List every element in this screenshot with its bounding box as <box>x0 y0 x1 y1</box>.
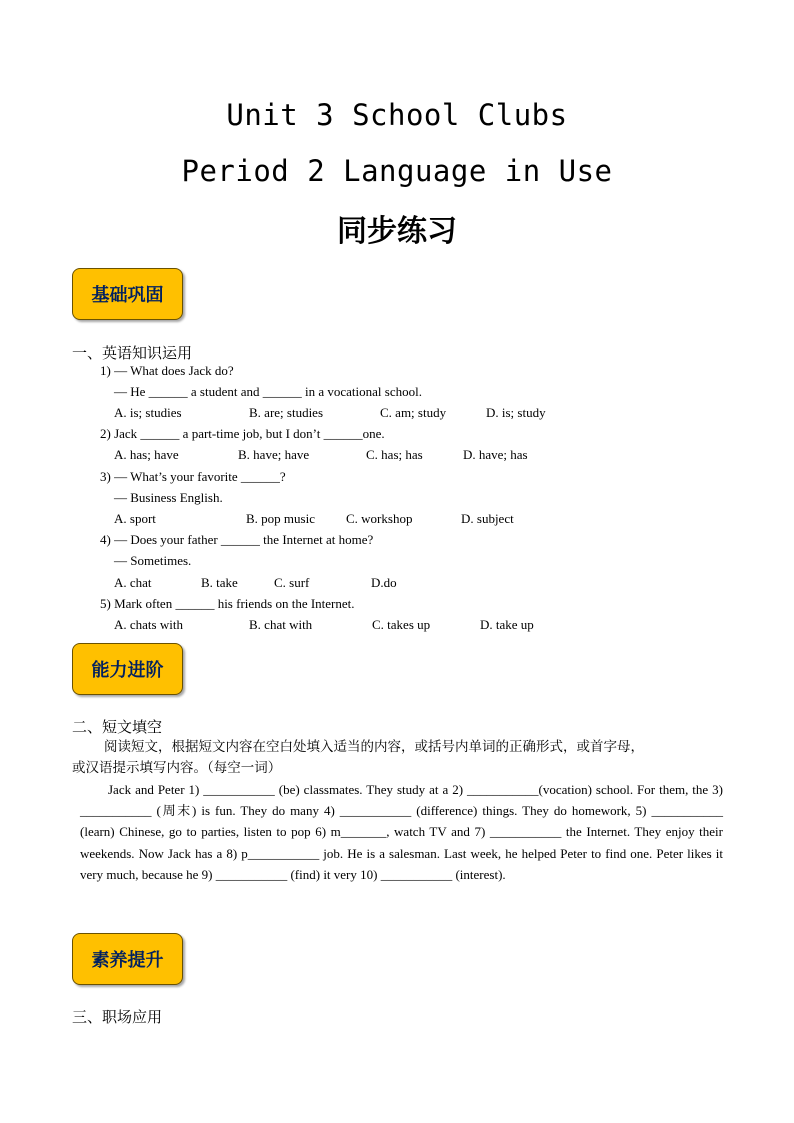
option-3a: A. sport <box>114 511 156 526</box>
section-heading-cloze: 二、短文填空 <box>72 718 163 736</box>
question-4-stem: 4) — Does your father ______ the Internet at home? <box>100 532 374 547</box>
option-5d: D. take up <box>480 617 534 632</box>
section-heading-knowledge: 一、英语知识运用 <box>72 344 193 362</box>
section-heading-workplace: 三、职场应用 <box>72 1008 163 1026</box>
passage-text: Jack and Peter 1) ___________ (be) classmates. They study at a 2) ___________(vocation) school. For them, the 3) ___________ (周末) is fun. They do many 4) ___________ (difference) things. They do homework, 5) ___________ (learn) Chinese, go to parties, listen to pop 6) m_______, watch TV and 7) ___________ the Internet. They enjoy their weekends. Now Jack has a 8) p___________ job. He is a salesman. Last week, he helped Peter to find one. Peter likes it very much, because he 9) ___________ (find) it very 10) ___________ (interest). <box>80 782 723 882</box>
period-title: Period 2 Language in Use <box>181 154 613 188</box>
cloze-instructions <box>72 737 722 779</box>
option-4c: C. surf <box>274 575 310 590</box>
literacy-improvement-badge <box>72 933 183 985</box>
option-4d: D.do <box>371 575 397 590</box>
question-3-stem: 3) — What’s your favorite ______? <box>100 469 286 484</box>
badge-label: 素养提升 <box>91 950 164 971</box>
option-4b: B. take <box>201 575 238 590</box>
question-2-stem: 2) Jack ______ a part-time job, but I don’t ______one. <box>100 426 385 441</box>
question-4-line2: — Sometimes. <box>114 553 192 568</box>
question-1-line2: — He ______ a student and ______ in a vocational school. <box>114 384 422 399</box>
option-2b: B. have; have <box>238 447 310 462</box>
question-3-line2: — Business English. <box>114 490 223 505</box>
instruction-line-2: 或汉语提示填写内容。（每空一词） <box>72 760 282 776</box>
option-1a: A. is; studies <box>114 405 182 420</box>
option-2a: A. has; have <box>114 447 179 462</box>
option-3c: C. workshop <box>346 511 413 526</box>
basic-consolidation-badge <box>72 268 183 320</box>
question-5-stem: 5) Mark often ______ his friends on the Internet. <box>100 596 355 611</box>
option-4a: A. chat <box>114 575 152 590</box>
option-5a: A. chats with <box>114 617 183 632</box>
option-1d: D. is; study <box>486 405 546 420</box>
option-2d: D. have; has <box>463 447 528 462</box>
option-5c: C. takes up <box>372 617 431 632</box>
instruction-line-1: 阅读短文，根据短文内容在空白处填入适当的内容，或括号内单词的正确形式，或首字母， <box>104 739 644 755</box>
option-2c: C. has; has <box>366 447 423 462</box>
option-1b: B. are; studies <box>249 405 324 420</box>
question-1-stem: 1) — What does Jack do? <box>100 363 234 378</box>
option-3d: D. subject <box>461 511 514 526</box>
badge-label: 基础巩固 <box>91 285 164 306</box>
option-3b: B. pop music <box>246 511 315 526</box>
ability-advance-badge <box>72 643 183 695</box>
option-1c: C. am; study <box>380 405 447 420</box>
sync-practice-title: 同步练习 <box>337 214 457 249</box>
badge-label: 能力进阶 <box>91 660 164 681</box>
unit-title: Unit 3 School Clubs <box>226 98 568 132</box>
cloze-passage <box>80 779 723 885</box>
option-5b: B. chat with <box>249 617 313 632</box>
